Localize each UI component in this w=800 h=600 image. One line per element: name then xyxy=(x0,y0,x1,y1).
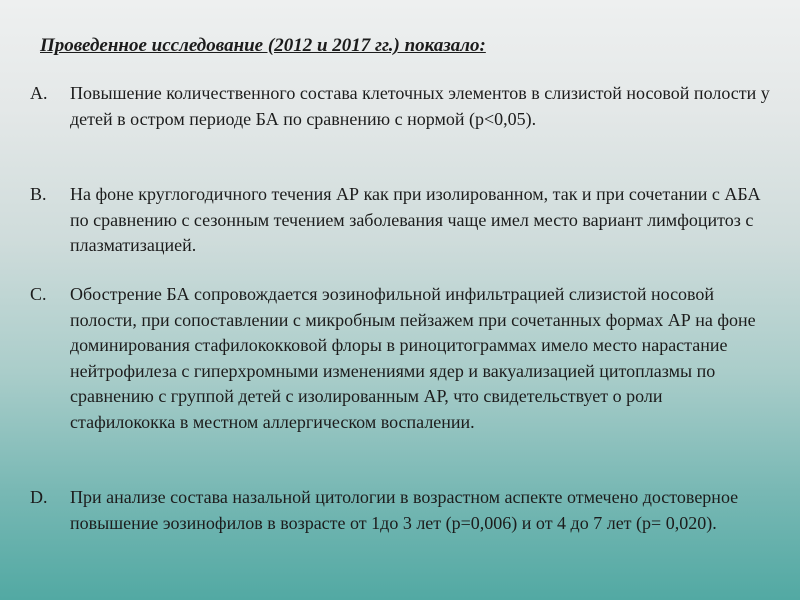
list-item-b xyxy=(30,182,770,259)
list-item-d xyxy=(30,485,770,536)
list-text-b: На фоне круглогодичного течения АР как при изолированном, так и при сочетании с АБА по сравнению с сезонным течением заболевания чаще имел место вариант лимфоцитоз с плазматизацией. xyxy=(70,184,761,255)
list-marker-c: C. xyxy=(30,284,47,304)
slide-title: Проведенное исследование (2012 и 2017 гг.) показало: xyxy=(40,35,486,56)
list-marker-d: D. xyxy=(30,487,48,507)
list-text-a: Повышение количественного состава клеточных элементов в слизистой носовой полости у детей в остром периоде БА по сравнению с нормой (p<0,05). xyxy=(70,83,770,129)
list-item-c xyxy=(30,282,770,435)
list-text-c: Обострение БА сопровождается эозинофильной инфильтрацией слизистой носовой полости, при сопоставлении с микробным пейзажем при сочетанных формах АР на фоне доминирования стафилококковой флоры в риноцитограммах имело место нарастание нейтрофилеза с гиперхромными изменениями ядер и вакуализацией цитоплазмы по сравнению с группой детей с изолированным АР, что свидетельствует о роли стафилококка в местном аллергическом воспалении. xyxy=(70,284,756,432)
list-marker-a: A. xyxy=(30,83,48,103)
list-marker-b: B. xyxy=(30,184,47,204)
list-item-a xyxy=(30,81,770,132)
list-text-d: При анализе состава назальной цитологии в возрастном аспекте отмечено достоверное повышение эозинофилов в возрасте от 1до 3 лет (p=0,006) и от 4 до 7 лет (p= 0,020). xyxy=(70,487,739,533)
